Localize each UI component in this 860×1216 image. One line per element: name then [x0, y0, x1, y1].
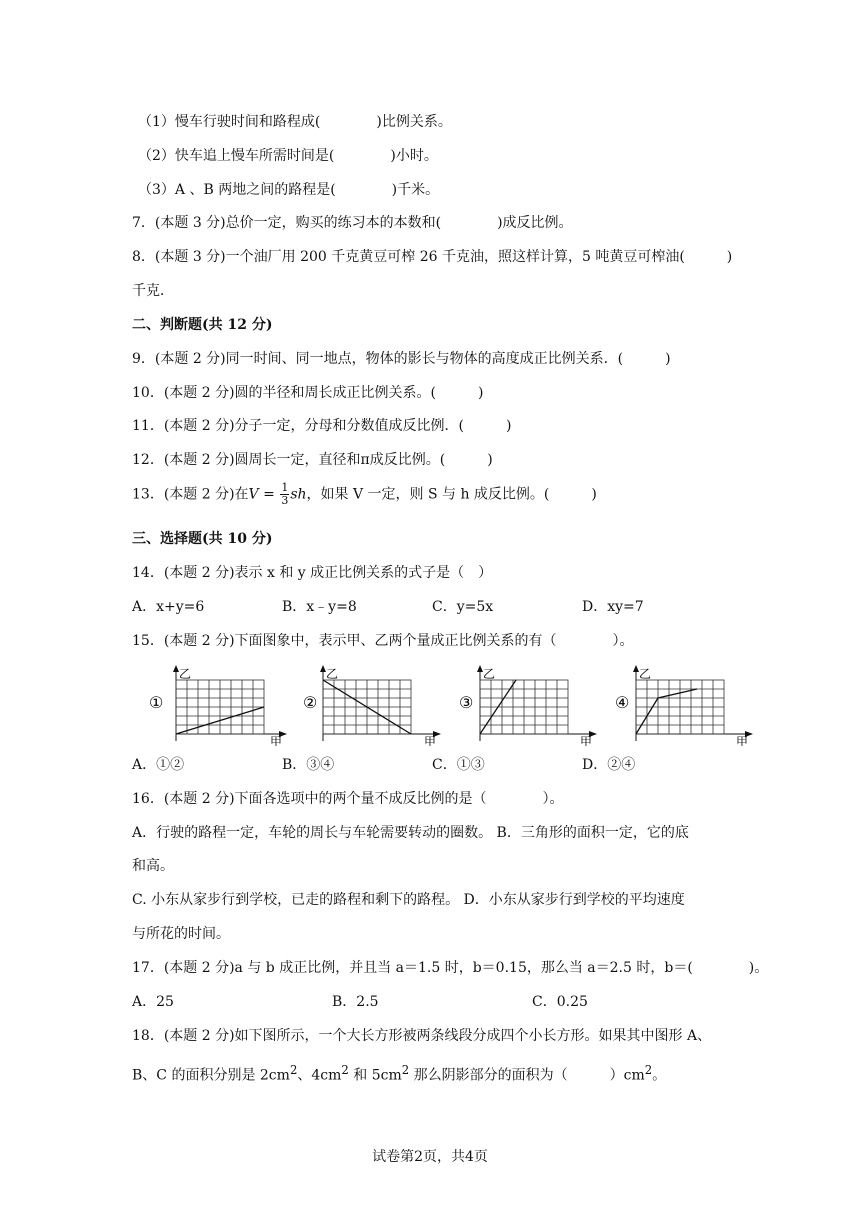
- q18-text-3: 和 5cm: [348, 1067, 402, 1084]
- q17-option-c: C．0.25: [532, 994, 588, 1010]
- question-9: 9．(本题 2 分)同一时间、同一地点，物体的影长与物体的高度成正比例关系．( ): [132, 351, 671, 367]
- question-8: 8．(本题 3 分)一个油厂用 200 千克黄豆可榨 26 千克油，照这样计算，5 吨黄豆可榨油( ): [132, 249, 733, 265]
- fraction-denominator: 3: [281, 494, 289, 507]
- graph-4-label: ④: [615, 693, 630, 712]
- q16-option-d-continued: 与所花的时间。: [132, 926, 230, 942]
- question-7: 7．(本题 3 分)总价一定，购买的练习本的本数和( )成反比例。: [132, 215, 573, 231]
- question-16: 16．(本题 2 分)下面各选项中的两个量不成反比例的是（ ）。: [132, 791, 564, 807]
- graph-2-label: ②: [303, 693, 318, 712]
- q6-part2: （2）快车追上慢车所需时间是( )小时。: [138, 148, 438, 164]
- graph-2-y-label: 乙: [326, 667, 339, 681]
- q14-option-d: D．xy=7: [582, 599, 644, 615]
- q18-sup-2: 2: [341, 1063, 349, 1077]
- fraction-numerator: 1: [281, 481, 289, 494]
- q14-option-b: B．x﹣y=8: [282, 599, 357, 615]
- graph-1: [146, 664, 296, 746]
- graph-2: [300, 664, 450, 746]
- question-15: 15．(本题 2 分)下面图象中，表示甲、乙两个量成正比例关系的有（ ）。: [132, 633, 634, 649]
- q15-option-b: B．③④: [282, 757, 335, 773]
- q18-text-5: 。: [652, 1067, 667, 1084]
- q15-option-a: A．①②: [132, 757, 185, 773]
- graph-3-x-label: 甲: [580, 735, 593, 746]
- graph-2-x-label: 甲: [424, 735, 437, 746]
- q6-part3: （3）A 、B 两地之间的路程是( )千米。: [138, 182, 440, 198]
- q18-text-4: 那么阴影部分的面积为（ ）cm: [409, 1067, 645, 1084]
- q6-part1: （1）慢车行驶时间和路程成( )比例关系。: [138, 114, 452, 130]
- question-18: 18．(本题 2 分)如下图所示，一个大长方形被两条线段分成四个小长方形。如果其中图形 A、: [132, 1028, 712, 1044]
- q18-text-1: B、C 的面积分别是 2cm: [132, 1067, 290, 1084]
- graph-4-x-label: 甲: [736, 735, 749, 746]
- q18-text-2: 、4cm: [297, 1067, 342, 1084]
- formula-sh: sh: [290, 486, 307, 503]
- q14-option-a: A．x+y=6: [132, 599, 205, 615]
- formula-eq: =: [258, 486, 280, 503]
- graph-1-x-label: 甲: [270, 735, 283, 746]
- graph-4: [612, 664, 762, 746]
- graph-4-line: [636, 689, 697, 734]
- q18-sup-4: 2: [644, 1063, 653, 1077]
- q18-sup-1: 2: [289, 1063, 298, 1077]
- question-12: 12．(本题 2 分)圆周长一定，直径和π成反比例。( ): [132, 452, 493, 468]
- formula-v: V: [248, 486, 259, 503]
- q17-option-a: A．25: [132, 994, 174, 1010]
- graph-3: [456, 664, 606, 746]
- q13-suffix: ，如果 V 一定，则 S 与 h 成反比例。( ): [306, 486, 597, 503]
- question-8-continued: 千克．: [132, 283, 174, 299]
- question-11: 11．(本题 2 分)分子一定，分母和分数值成反比例．( ): [132, 418, 512, 434]
- question-18-continued: [132, 1061, 666, 1085]
- graph-1-y-label: 乙: [179, 667, 192, 681]
- question-13: [132, 482, 597, 507]
- question-10: 10．(本题 2 分)圆的半径和周长成正比例关系。( ): [132, 385, 484, 401]
- graph-1-grid: [176, 680, 264, 734]
- q13-prefix: 13．(本题 2 分)在: [132, 486, 249, 503]
- q16-option-b-continued: 和高。: [132, 858, 174, 874]
- q15-option-c: C．①③: [432, 757, 485, 773]
- section-3-title: 三、选择题(共 10 分): [132, 531, 273, 547]
- q17-option-b: B．2.5: [332, 994, 379, 1010]
- graph-1-label: ①: [149, 693, 164, 712]
- graph-4-grid: [636, 680, 724, 734]
- q16-option-cd: C. 小东从家步行到学校，已走的路程和剩下的路程。 D．小东从家步行到学校的平均速度: [132, 892, 685, 908]
- graph-3-grid: [480, 680, 568, 734]
- section-2-title: 二、判断题(共 12 分): [132, 317, 273, 333]
- question-17: 17．(本题 2 分)a 与 b 成正比例，并且当 a＝1.5 时，b＝0.15，那么当 a＝2.5 时，b＝( )。: [132, 960, 769, 976]
- q16-option-ab: A．行驶的路程一定，车轮的周长与车轮需要转动的圈数。 B．三角形的面积一定，它的底: [132, 825, 689, 841]
- q18-sup-3: 2: [401, 1063, 410, 1077]
- q15-option-d: D．②④: [582, 757, 636, 773]
- graph-3-label: ③: [459, 693, 474, 712]
- page-footer: 试卷第2页，共4页: [372, 1149, 488, 1165]
- q14-option-c: C．y=5x: [432, 599, 494, 615]
- graph-3-y-label: 乙: [483, 667, 496, 681]
- question-14: 14．(本题 2 分)表示 x 和 y 成正比例关系的式子是（ ）: [132, 565, 493, 581]
- formula-fraction: [280, 482, 289, 507]
- graph-4-y-label: 乙: [639, 667, 652, 681]
